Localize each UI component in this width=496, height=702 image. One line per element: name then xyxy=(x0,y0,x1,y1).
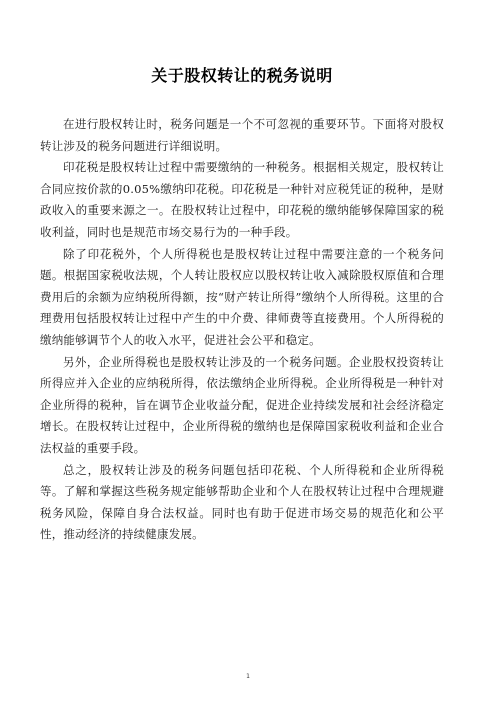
paragraph-summary: 总之，股权转让涉及的税务问题包括印花税、个人所得税和企业所得税等。了解和掌握这些税务规定能够帮助企业和个人在股权转让过程中合理规避税务风险，保障自身合法权益。同时也有助于促进市场交易的规范化和公平性，推动经济的持续健康发展。 xyxy=(40,462,444,542)
paragraph-corporate-income-tax: 另外，企业所得税也是股权转让涉及的一个税务问题。企业股权投资转让所得应并入企业的应纳税所得，依法缴纳企业所得税。企业所得税是一种针对企业所得的税种，旨在调节企业收益分配，促进企业持续发展和社会经济稳定增长。在股权转让过程中，企业所得税的缴纳也是保障国家税收利益和企业合法权益的重要手段。 xyxy=(40,354,444,455)
page-number: 1 xyxy=(246,673,250,680)
paragraph-personal-income-tax: 除了印花税外，个人所得税也是股权转让过程中需要注意的一个税务问题。根据国家税收法规，个人转让股权应以股权转让收入减除股权原值和合理费用后的余额为应纳税所得额，按“财产转让所得”缴纳个人所得税。这里的合理费用包括股权转让过程中产生的中介费、律师费等直接费用。个人所得税的缴纳能够调节个人的收入水平，促进社会公平和稳定。 xyxy=(40,246,444,347)
paragraph-intro: 在进行股权转让时，税务问题是一个不可忽视的重要环节。下面将对股权转让涉及的税务问题进行详细说明。 xyxy=(40,117,444,153)
document-body xyxy=(40,114,444,546)
paragraph-stamp-duty: 印花税是股权转让过程中需要缴纳的一种税务。根据相关规定，股权转让合同应按价款的0.05%缴纳印花税。印花税是一种针对应税凭证的税种，是财政收入的重要来源之一。在股权转让过程中，印花税的缴纳能够保障国家的税收利益，同时也是规范市场交易行为的一种手段。 xyxy=(40,160,444,239)
document-title: 关于股权转让的税务说明 xyxy=(151,66,333,85)
